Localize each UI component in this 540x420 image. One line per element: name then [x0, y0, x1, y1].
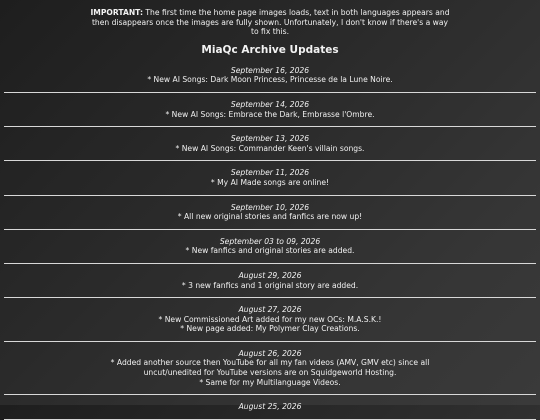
update-date: August 25, 2026 — [238, 402, 302, 412]
update-item: * Same for my Multilanguage Videos. — [199, 377, 341, 387]
update-item: * New Commissioned Art added for my new OCs: M.A.S.K.! — [158, 314, 382, 324]
update-entry — [4, 93, 536, 127]
update-date: September 16, 2026 — [230, 65, 310, 75]
update-item: * New AI Songs: Embrace the Dark, Embrasse l'Ombre. — [165, 109, 375, 119]
update-entry — [4, 230, 536, 264]
update-item: * New page added: My Polymer Clay Creations. — [180, 324, 360, 334]
update-entry — [4, 127, 536, 161]
update-entry — [4, 298, 536, 342]
page-title: MiaQc Archive Updates — [201, 43, 339, 56]
update-item: * My AI Made songs are online! — [210, 177, 330, 187]
update-date: September 13, 2026 — [230, 134, 310, 144]
update-item: * 3 new fanfics and 1 original story are added. — [181, 280, 359, 290]
update-date: August 26, 2026 — [238, 348, 302, 358]
notice-text: The first time the home page images loads, text in both languages appears and then disappears once the images are fully shown. Unfortunately, I don't know if there's a way to fix this. — [91, 8, 450, 37]
update-item: * Added another source then YouTube for all my fan videos (AMV, GMV etc) since all uncut/unedited for YouTube versions are on Squidgeworld Hosting. — [110, 358, 430, 378]
notice-label: IMPORTANT: — [90, 8, 143, 17]
update-date: August 27, 2026 — [238, 305, 302, 315]
update-item: * All new original stories and fanfics are now up! — [177, 212, 363, 222]
update-entry — [4, 342, 536, 395]
update-date: September 11, 2026 — [230, 168, 310, 178]
update-item: * New AI Songs: Commander Keen's villain songs. — [175, 143, 365, 153]
update-date: August 29, 2026 — [238, 270, 302, 280]
update-item: * New AI Songs: Dark Moon Princess, Princesse de la Lune Noire. — [147, 75, 393, 85]
update-entry — [4, 196, 536, 230]
update-entry — [4, 59, 536, 93]
important-notice — [90, 0, 450, 37]
update-date: September 14, 2026 — [230, 99, 310, 109]
update-entry — [4, 264, 536, 298]
update-date: September 03 to 09, 2026 — [219, 236, 321, 246]
update-entry — [4, 161, 536, 195]
update-item: * New fanfics and original stories are added. — [185, 246, 355, 256]
updates-list — [0, 59, 540, 420]
update-entry — [4, 395, 536, 420]
update-date: September 10, 2026 — [230, 202, 310, 212]
